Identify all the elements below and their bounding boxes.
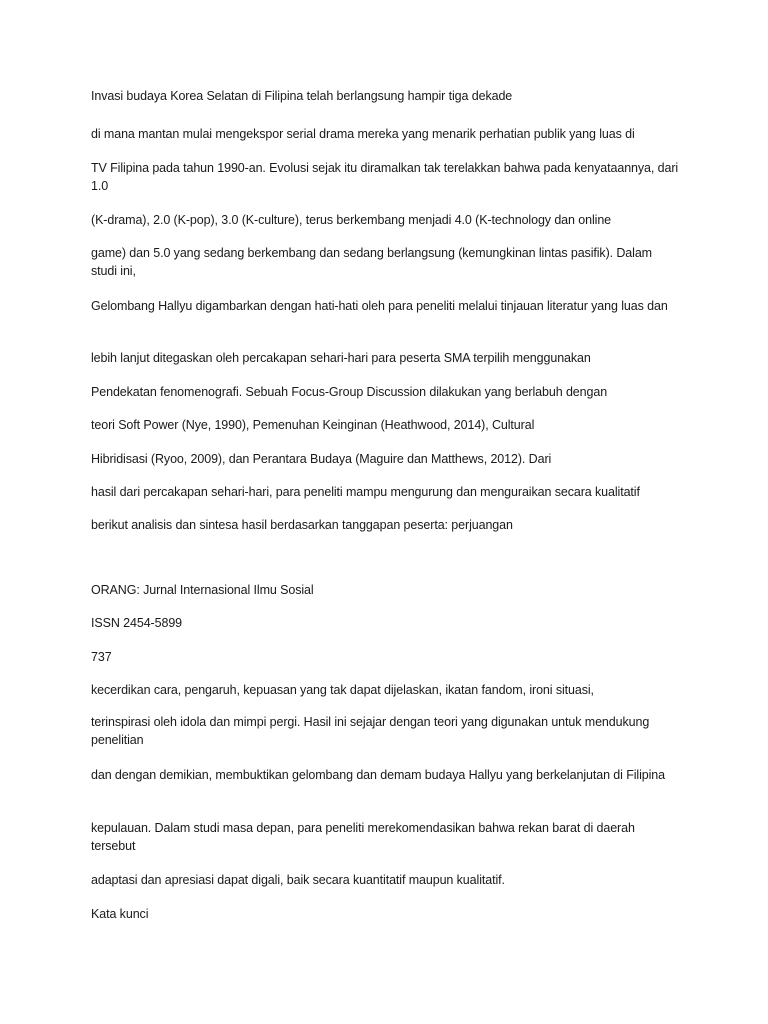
paragraph-line-14: terinspirasi oleh idola dan mimpi pergi. Hasil ini sejajar dengan teori yang digunakan untuk mendukung penelitian: [91, 715, 650, 747]
paragraph-line-6: Gelombang Hallyu digambarkan dengan hati-hati oleh para peneliti melalui tinjauan literatur yang luas dan: [91, 299, 668, 313]
paragraph-line-4: (K-drama), 2.0 (K-pop), 3.0 (K-culture), terus berkembang menjadi 4.0 (K-technology dan online: [91, 213, 612, 227]
paragraph-line-16: kepulauan. Dalam studi masa depan, para peneliti merekomendasikan bahwa rekan barat di daerah tersebut: [91, 821, 635, 853]
paragraph-line-13: kecerdikan cara, pengaruh, kepuasan yang tak dapat dijelaskan, ikatan fandom, ironi situasi,: [91, 683, 594, 697]
keywords-heading: Kata kunci: [91, 907, 149, 921]
paragraph-line-12: berikut analisis dan sintesa hasil berdasarkan tanggapan peserta: perjuangan: [91, 518, 513, 532]
paragraph-line-7: lebih lanjut ditegaskan oleh percakapan sehari-hari para peserta SMA terpilih menggunakan: [91, 351, 591, 365]
paragraph-line-2: di mana mantan mulai mengekspor serial drama mereka yang menarik perhatian publik yang luas di: [91, 127, 635, 141]
paragraph-line-9: teori Soft Power (Nye, 1990), Pemenuhan Keinginan (Heathwood, 2014), Cultural: [91, 418, 535, 432]
page-number: 737: [91, 650, 112, 664]
issn-number: ISSN 2454-5899: [91, 616, 183, 630]
paragraph-line-1: Invasi budaya Korea Selatan di Filipina telah berlangsung hampir tiga dekade: [91, 89, 513, 103]
paragraph-line-10: Hibridisasi (Ryoo, 2009), dan Perantara Budaya (Maguire dan Matthews, 2012). Dari: [91, 452, 552, 466]
paragraph-line-15: dan dengan demikian, membuktikan gelombang dan demam budaya Hallyu yang berkelanjutan di Filipina: [91, 768, 665, 782]
paragraph-line-17: adaptasi dan apresiasi dapat digali, baik secara kuantitatif maupun kualitatif.: [91, 873, 505, 887]
paragraph-line-11: hasil dari percakapan sehari-hari, para peneliti mampu mengurung dan menguraikan secara kualitatif: [91, 485, 640, 499]
paragraph-line-8: Pendekatan fenomenografi. Sebuah Focus-Group Discussion dilakukan yang berlabuh dengan: [91, 385, 608, 399]
paragraph-line-3: TV Filipina pada tahun 1990-an. Evolusi sejak itu diramalkan tak terelakkan bahwa pada kenyataannya, dari 1.0: [91, 161, 679, 193]
journal-title: ORANG: Jurnal Internasional Ilmu Sosial: [91, 583, 314, 597]
paragraph-line-5: game) dan 5.0 yang sedang berkembang dan sedang berlangsung (kemungkinan lintas pasifik). Dalam studi ini,: [91, 246, 652, 278]
